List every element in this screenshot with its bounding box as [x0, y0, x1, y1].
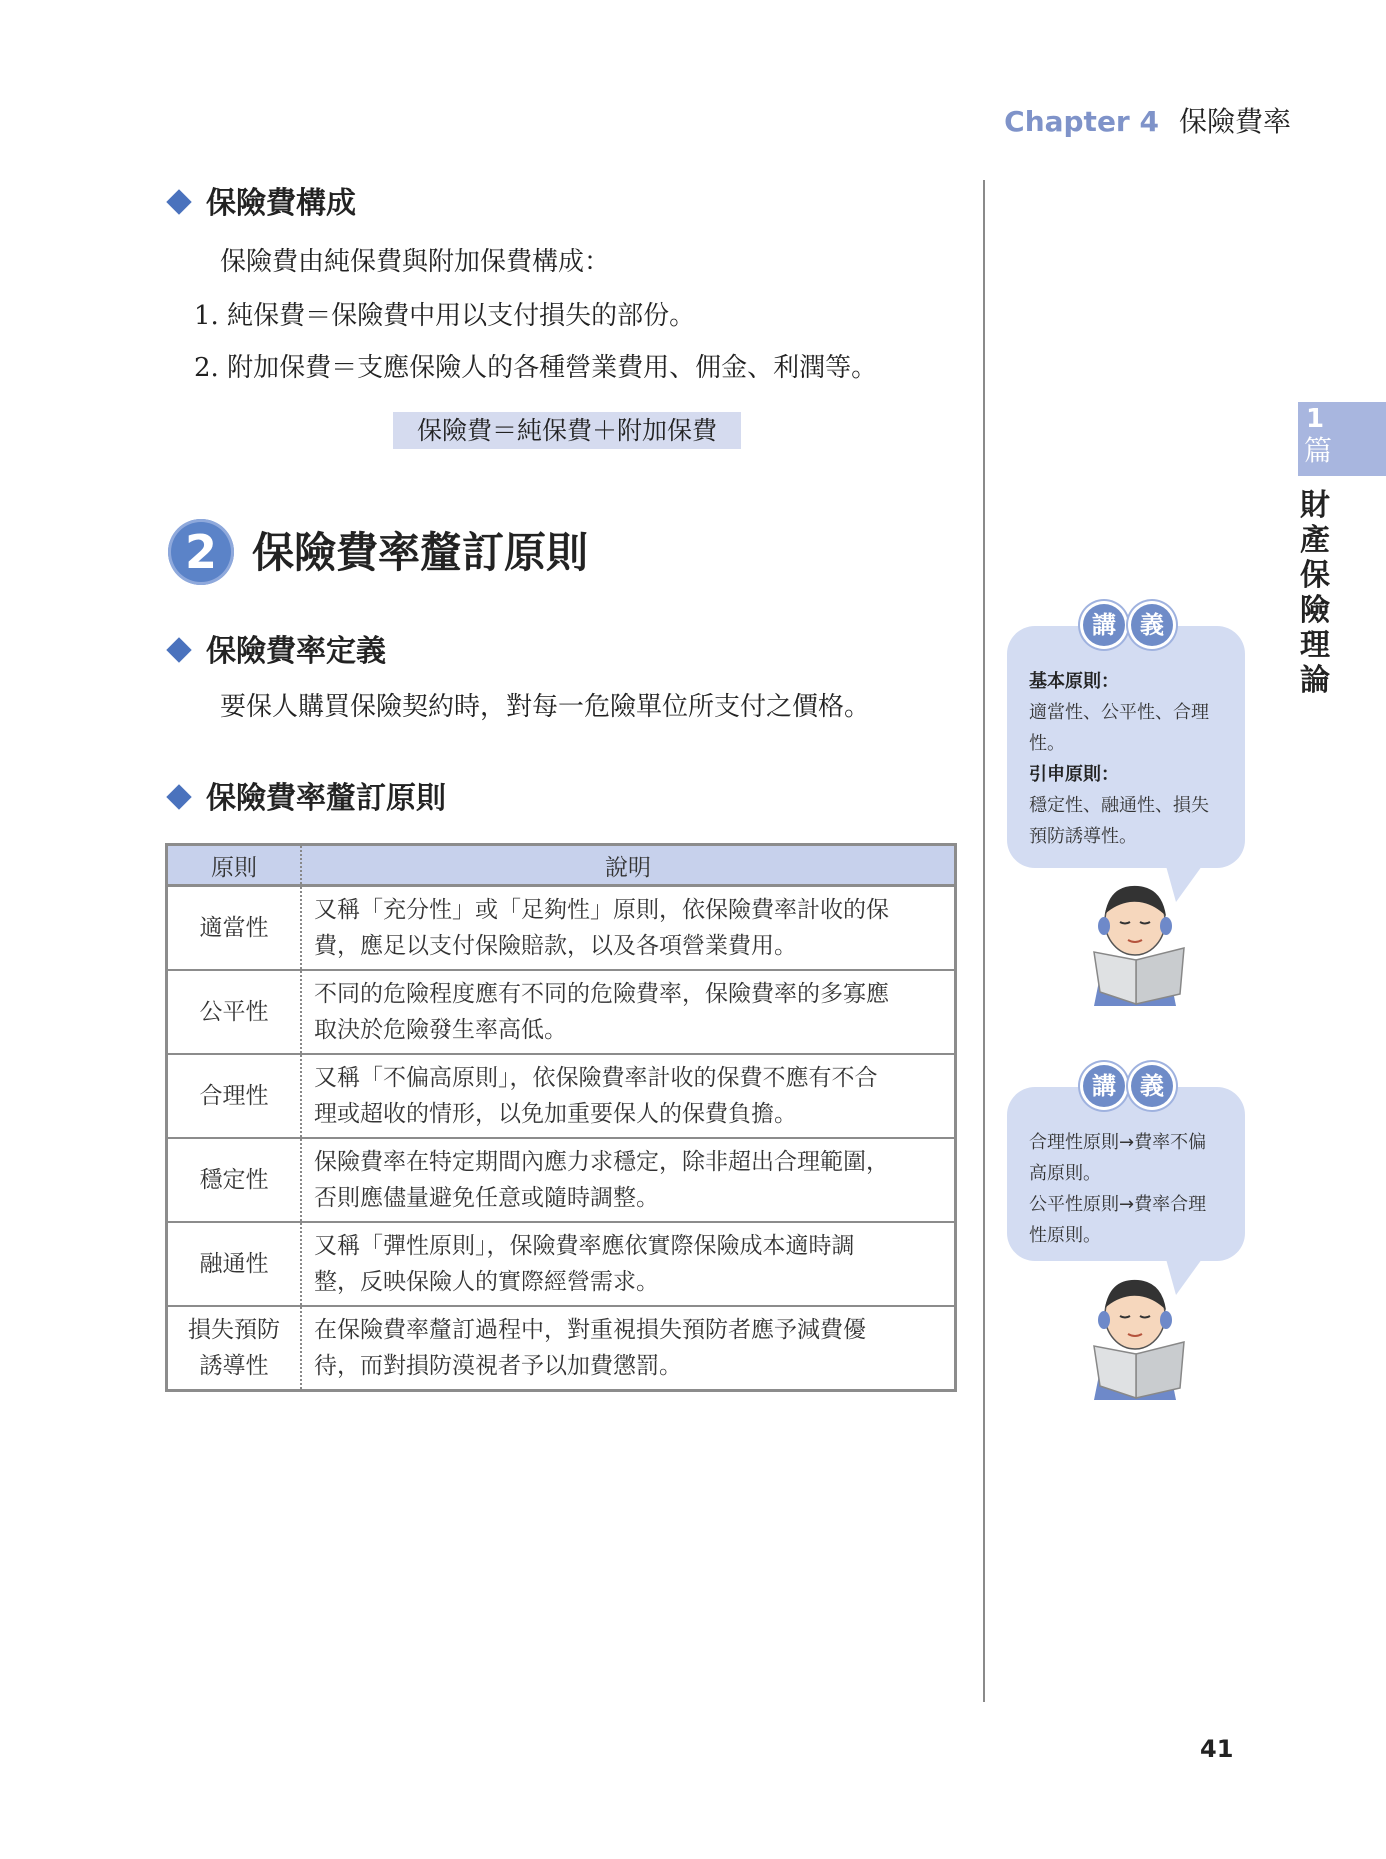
description-cell: [301, 1138, 956, 1222]
heading-rate-definition: [170, 626, 386, 670]
part-title: 財產保險理論: [1300, 488, 1330, 698]
description-line: 待，而對損防漠視者予以加費懲罰。: [314, 1353, 682, 1379]
column-header-principle: 原則: [167, 845, 302, 886]
note-line: 適當性、公平性、合理: [1029, 702, 1209, 723]
principle-cell: 公平性: [167, 970, 302, 1054]
lecture-note-bubble: [1007, 611, 1245, 868]
teacher-reading-icon: [1080, 1270, 1190, 1400]
table-row: [167, 1222, 956, 1306]
column-header-description: 說明: [301, 845, 956, 886]
description-cell: [301, 1054, 956, 1138]
heading-rate-principles: [170, 773, 446, 817]
table-row: [167, 970, 956, 1054]
table-header-row: [167, 845, 956, 886]
table-row: [167, 1054, 956, 1138]
heading-premium-composition: [170, 178, 356, 222]
description-cell: [301, 1306, 956, 1391]
note-label: 基本原則：: [1029, 671, 1119, 692]
column-divider: [983, 180, 985, 1702]
list-item: 2. 附加保費＝支應保險人的各種營業費用、佣金、利潤等。: [194, 353, 878, 383]
part-tab: [1298, 402, 1386, 476]
table-row: [167, 1306, 956, 1391]
lecture-note-tag: [1083, 604, 1173, 646]
description-line: 又稱「充分性」或「足夠性」原則，依保險費率計收的保: [314, 897, 889, 923]
note-label: 引申原則：: [1029, 764, 1119, 785]
description-line: 整，反映保險人的實際經營需求。: [314, 1269, 659, 1295]
description-cell: [301, 1222, 956, 1306]
note-line: 合理性原則→費率不偏: [1029, 1132, 1207, 1153]
teacher-reading-icon: [1080, 876, 1190, 1006]
chapter-header: [1004, 100, 1291, 140]
list-item: 1. 純保費＝保險費中用以支付損失的部份。: [194, 301, 696, 331]
table-row: [167, 1138, 956, 1222]
principle-line: 損失預防: [188, 1317, 280, 1343]
note-content: [1029, 666, 1227, 852]
note-content: [1029, 1127, 1227, 1251]
part-unit: 篇: [1304, 434, 1333, 467]
description-line: 費，應足以支付保險賠款，以及各項營業費用。: [314, 933, 797, 959]
heading-text: 保險費率定義: [206, 634, 386, 669]
chapter-label: Chapter 4: [1004, 105, 1159, 138]
principle-cell: 適當性: [167, 886, 302, 971]
note-line: 性原則。: [1029, 1225, 1101, 1246]
part-number: 1: [1306, 404, 1325, 434]
section-number-badge: 2: [168, 519, 234, 585]
diamond-bullet-icon: [166, 784, 191, 809]
principle-cell: 穩定性: [167, 1138, 302, 1222]
definition-text: 要保人購買保險契約時，對每一危險單位所支付之價格。: [220, 692, 871, 722]
tag-char: 義: [1131, 604, 1173, 646]
principles-table: [165, 843, 957, 1392]
tag-char: 講: [1083, 604, 1125, 646]
description-line: 理或超收的情形，以免加重要保人的保費負擔。: [314, 1101, 797, 1127]
diamond-bullet-icon: [166, 189, 191, 214]
description-line: 否則應儘量避免任意或隨時調整。: [314, 1185, 659, 1211]
note-line: 預防誘導性。: [1029, 826, 1137, 847]
page-number: 41: [1200, 1735, 1234, 1763]
principle-line: 誘導性: [199, 1353, 269, 1379]
formula-box: 保險費＝純保費＋附加保費: [393, 412, 741, 449]
heading-text: 保險費構成: [206, 186, 356, 221]
description-cell: [301, 886, 956, 971]
note-line: 公平性原則→費率合理: [1029, 1194, 1207, 1215]
description-line: 又稱「彈性原則」，保險費率應依實際保險成本適時調: [314, 1233, 855, 1259]
tag-char: 講: [1083, 1065, 1125, 1107]
table-row: [167, 886, 956, 971]
tag-char: 義: [1131, 1065, 1173, 1107]
section-title: 保險費率釐訂原則: [252, 528, 589, 577]
principle-cell: [167, 1306, 302, 1391]
heading-text: 保險費率釐訂原則: [206, 781, 446, 816]
lecture-note-tag: [1083, 1065, 1173, 1107]
principle-cell: 合理性: [167, 1054, 302, 1138]
description-line: 又稱「不偏高原則」，依保險費率計收的保費不應有不合: [314, 1065, 878, 1091]
description-cell: [301, 970, 956, 1054]
lecture-note-bubble: [1007, 1072, 1245, 1261]
description-line: 在保險費率釐訂過程中，對重視損失預防者應予減費優: [314, 1317, 866, 1343]
description-line: 保險費率在特定期間內應力求穩定，除非超出合理範圍，: [314, 1149, 889, 1175]
note-line: 性。: [1029, 733, 1065, 754]
description-line: 取決於危險發生率高低。: [314, 1017, 567, 1043]
description-line: 不同的危險程度應有不同的危險費率，保險費率的多寡應: [314, 981, 889, 1007]
diamond-bullet-icon: [166, 637, 191, 662]
note-line: 高原則。: [1029, 1163, 1101, 1184]
note-line: 穩定性、融通性、損失: [1029, 795, 1209, 816]
intro-text: 保險費由純保費與附加保費構成：: [220, 247, 611, 277]
chapter-title: 保險費率: [1178, 105, 1291, 138]
principle-cell: 融通性: [167, 1222, 302, 1306]
